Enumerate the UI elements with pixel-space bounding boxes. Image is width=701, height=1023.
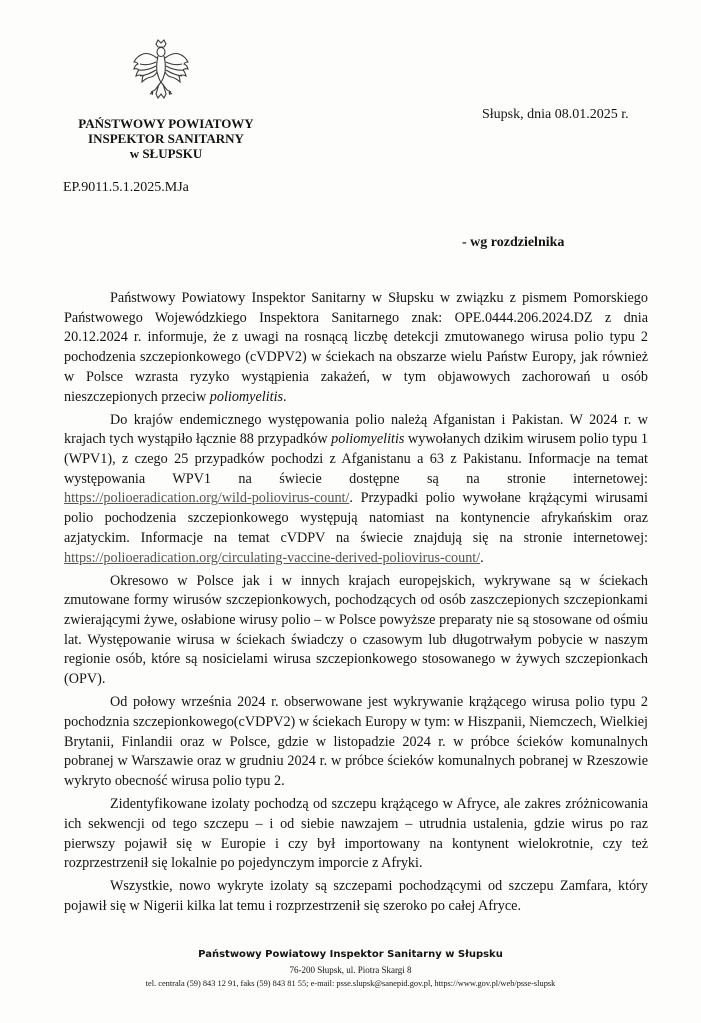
paragraph-6: Wszystkie, nowo wykryte izolaty są szczepami pochodzącymi od szczepu Zamfara, który pojawił się w Nigerii kilka lat temu i rozprzestrzenił się szeroko po całej Afryce.: [64, 878, 648, 915]
paragraph-3: Okresowo w Polsce jak i w innych krajach europejskich, wykrywane są w ściekach zmutowane formy wirusów szczepionkowych, pochodzących od osób zaszczepionych szczepionkami zwierającymi żywe, osłabione wirusy polio – w Polsce powyższe preparaty nie są stosowane od ośmiu lat. Występowanie wirusa w ściekach świadczy o czasowym lub długotrwałym pobycie w naszym regionie osób, które są nosicielami wirusa szczepionkowego stosowanego w żywych szczepionkach (OPV).: [64, 572, 648, 688]
paragraph-2: [64, 411, 648, 569]
letter-body: [64, 289, 648, 920]
footer-address: 76-200 Słupsk, ul. Piotra Skargi 8: [289, 965, 412, 975]
paragraph-2-text-c: . Przypadki polio wywołane krążącymi wirusami polio pochodzenia szczepionkowego występują natomiast na kontynencie afrykańskim oraz azjatyckim. Informacje na temat cVDPV na świecie znajdują się na stronie internetowej:: [64, 490, 648, 546]
addressee: - wg rozdzielnika: [462, 235, 565, 250]
cvdpv-count-link[interactable]: https://polioeradication.org/circulating-vaccine-derived-poliovirus-count/: [64, 549, 481, 566]
footer: [0, 948, 701, 990]
paragraph-1-end: .: [283, 388, 287, 405]
paragraph-2-text: Do krajów endemicznego występowania polio należą Afganistan i Pakistan. W 2024 r. w krajach tych wystąpiło łącznie 88 przypadków: [64, 411, 648, 448]
footer-contact: tel. centrala (59) 843 12 91, faks (59) 843 81 55; e-mail: psse.slupsk@sanepid.gov.pl, https://www.gov.pl/web/psse-slupsk: [145, 979, 556, 988]
polish-eagle-emblem-icon: [132, 38, 190, 100]
issuing-authority: [60, 116, 272, 161]
disease-name: poliomyelitis: [209, 388, 284, 405]
paragraph-5: Zidentyfikowane izolaty pochodzą od szczepu krążącego w Afryce, ale zakres zróżnicowania ich sekwencji od tego szczepu – i od siebie nawzajem – utrudnia ustalenia, gdzie wirus po raz pierwszy pojawił się w Europie i czy był importowany na kontynent wielokrotnie, czy też rozprzestrzenił się lokalnie po pojedynczym imporcie z Afryki.: [64, 796, 648, 872]
authority-line-3: w SŁUPSKU: [129, 146, 203, 161]
paragraph-4: Od połowy września 2024 r. obserwowane jest wykrywanie krążącego wirusa polio typu 2 pochodznia szczepionkowego(cVDPV2) w ściekach Europy w tym: w Hiszpanii, Niemczech, Wielkiej Brytanii, Finlandii oraz w Polsce, gdzie w listopadzie 2024 r. w próbce ścieków komunalnych pobranej w Warszawie oraz w grudniu 2024 r. w próbce ścieków komunalnych pobranej w Rzeszowie wykryto obecność wirusa polio typu 2.: [64, 694, 648, 790]
wpv-count-link[interactable]: https://polioeradication.org/wild-poliovirus-count/: [64, 490, 350, 507]
paragraph-1-text: Państwowy Powiatowy Inspektor Sanitarny w Słupsku w związku z pismem Pomorskiego Państwowego Wojewódzkiego Inspektora Sanitarnego znak: OPE.0444.206.2024.DZ z dnia 20.12.2024 r. informuje, że z uwagi na rosnącą liczbę detekcji zmutowanego wirusa polio typu 2 pochodzenia szczepionkowego (cVDPV2) w ściekach na obszarze wielu Państw Europy, jak również w Polsce wzrasta ryzyko wystąpienia zakażeń, w tym objawowych zachorowań u osób nieszczepionych przeciw: [64, 290, 648, 405]
authority-line-1: PAŃSTWOWY POWIATOWY: [78, 116, 254, 131]
footer-organization: Państwowy Powiatowy Inspektor Sanitarny w Słupsku: [198, 949, 503, 960]
reference-number: EP.9011.5.1.2025.MJa: [63, 180, 189, 195]
authority-line-2: INSPEKTOR SANITARNY: [88, 131, 244, 146]
disease-name: poliomyelitis: [331, 431, 405, 448]
paragraph-2-text-b: wywołanych dzikim wirusem polio typu 1 (WPV1), z czego 25 przypadków pochodzi z Afganistanu a 63 z Pakistanu. Informacje na temat występowania WPV1 na świecie dostępne są na stronie internetowej:: [64, 431, 648, 487]
place-and-date: Słupsk, dnia 08.01.2025 r.: [482, 107, 629, 122]
paragraph-1: [64, 289, 648, 407]
paragraph-2-end: .: [480, 549, 484, 566]
